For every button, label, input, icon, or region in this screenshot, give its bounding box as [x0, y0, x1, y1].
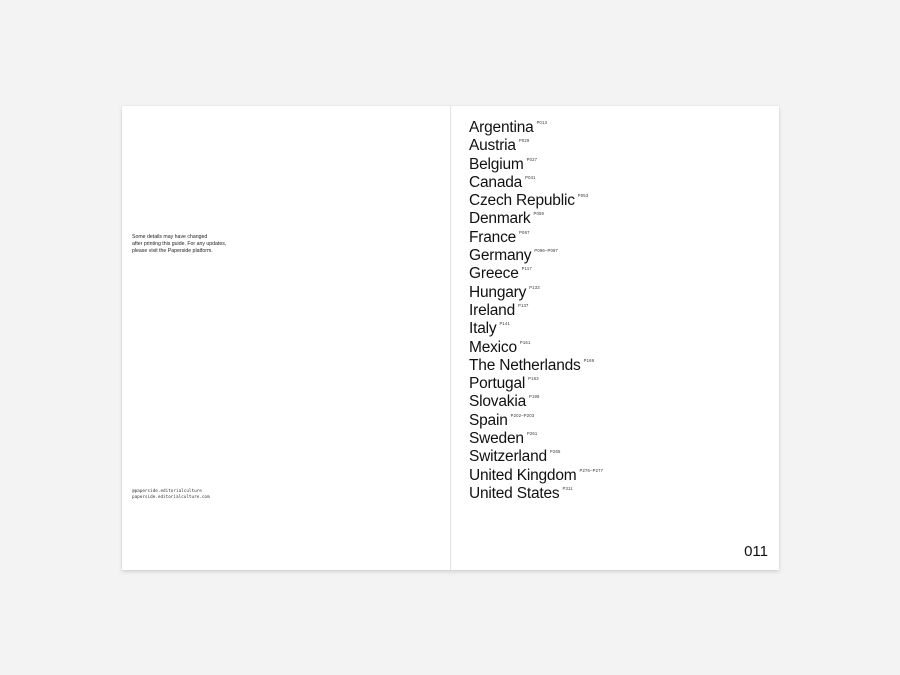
country-page-ref: P067	[519, 229, 530, 235]
country-page-ref: P059	[533, 211, 545, 217]
country-item	[469, 407, 603, 429]
country-name: Argentina	[469, 119, 534, 136]
note-line: Some details may have changed	[132, 234, 208, 240]
country-item	[469, 425, 603, 448]
country-item	[469, 132, 603, 155]
country-page-ref: P141	[499, 321, 511, 327]
country-item	[469, 242, 603, 265]
country-item	[469, 297, 603, 319]
country-item	[469, 169, 603, 191]
country-item	[469, 480, 603, 502]
country-page-ref: P199	[529, 394, 540, 400]
country-item	[469, 462, 604, 484]
country-name: Belgium	[469, 155, 524, 173]
country-page-ref: P013	[536, 120, 548, 125]
country-page-ref: P161	[519, 339, 531, 345]
country-page-ref: P137	[518, 302, 529, 308]
country-page-ref: P311	[562, 485, 573, 491]
country-page-ref: P117	[521, 266, 532, 272]
page-number: 011	[744, 543, 768, 560]
country-page-ref: P265	[549, 449, 561, 455]
country-item	[469, 260, 603, 283]
country-name: France	[469, 228, 517, 246]
country-name: Slovakia	[469, 393, 526, 411]
country-name: United States	[469, 484, 560, 502]
country-page-ref: P169	[583, 357, 595, 363]
country-name: Spain	[469, 411, 508, 429]
country-name: United Kingdom	[469, 466, 577, 484]
note-line: please visit the Paperside platform.	[132, 248, 213, 254]
country-item	[469, 334, 603, 356]
country-page-ref: P133	[529, 284, 540, 290]
country-item	[469, 388, 603, 411]
country-page-ref: P202–P203	[510, 412, 535, 418]
right-page	[451, 106, 779, 570]
country-item	[469, 205, 603, 228]
country-item	[469, 224, 603, 246]
country-page-ref: P053	[577, 193, 589, 199]
country-item	[469, 151, 603, 173]
country-name: Germany	[469, 247, 532, 265]
country-page-ref: P027	[526, 156, 538, 162]
country-item	[469, 352, 603, 374]
country-name: Czech Republic	[469, 192, 575, 210]
country-name: Hungary	[469, 283, 527, 301]
country-name: Mexico	[469, 338, 517, 356]
country-page-ref: P096–P097	[534, 248, 559, 254]
website-url: paperside.editorialculture.com	[132, 495, 210, 500]
note-line: after printing this guide. For any updates,	[132, 241, 227, 247]
country-page-ref: P041	[525, 174, 536, 180]
country-name: The Netherlands	[469, 356, 581, 374]
country-item	[469, 187, 603, 210]
country-name: Sweden	[469, 430, 524, 448]
country-name: Canada	[469, 173, 523, 191]
country-item	[469, 370, 603, 393]
social-links	[132, 489, 210, 501]
country-page-ref: P029	[518, 138, 530, 144]
left-page	[122, 106, 451, 570]
country-name: Italy	[469, 320, 497, 338]
country-name: Denmark	[469, 210, 531, 228]
country-item	[469, 315, 603, 338]
country-name: Austria	[469, 137, 516, 155]
country-item	[469, 443, 603, 466]
country-name: Ireland	[469, 301, 515, 319]
country-page-ref: P276–P277	[579, 467, 604, 473]
country-name: Greece	[469, 265, 519, 283]
country-page-ref: P183	[528, 376, 539, 382]
instagram-handle: @paperside.editorialculture	[132, 489, 202, 494]
country-page-ref: P261	[526, 431, 538, 437]
update-note	[132, 234, 252, 255]
country-name: Portugal	[469, 375, 526, 393]
country-item	[469, 279, 603, 301]
country-item	[469, 114, 603, 136]
country-index	[469, 114, 604, 502]
book-spread	[122, 106, 779, 570]
country-name: Switzerland	[469, 448, 547, 466]
